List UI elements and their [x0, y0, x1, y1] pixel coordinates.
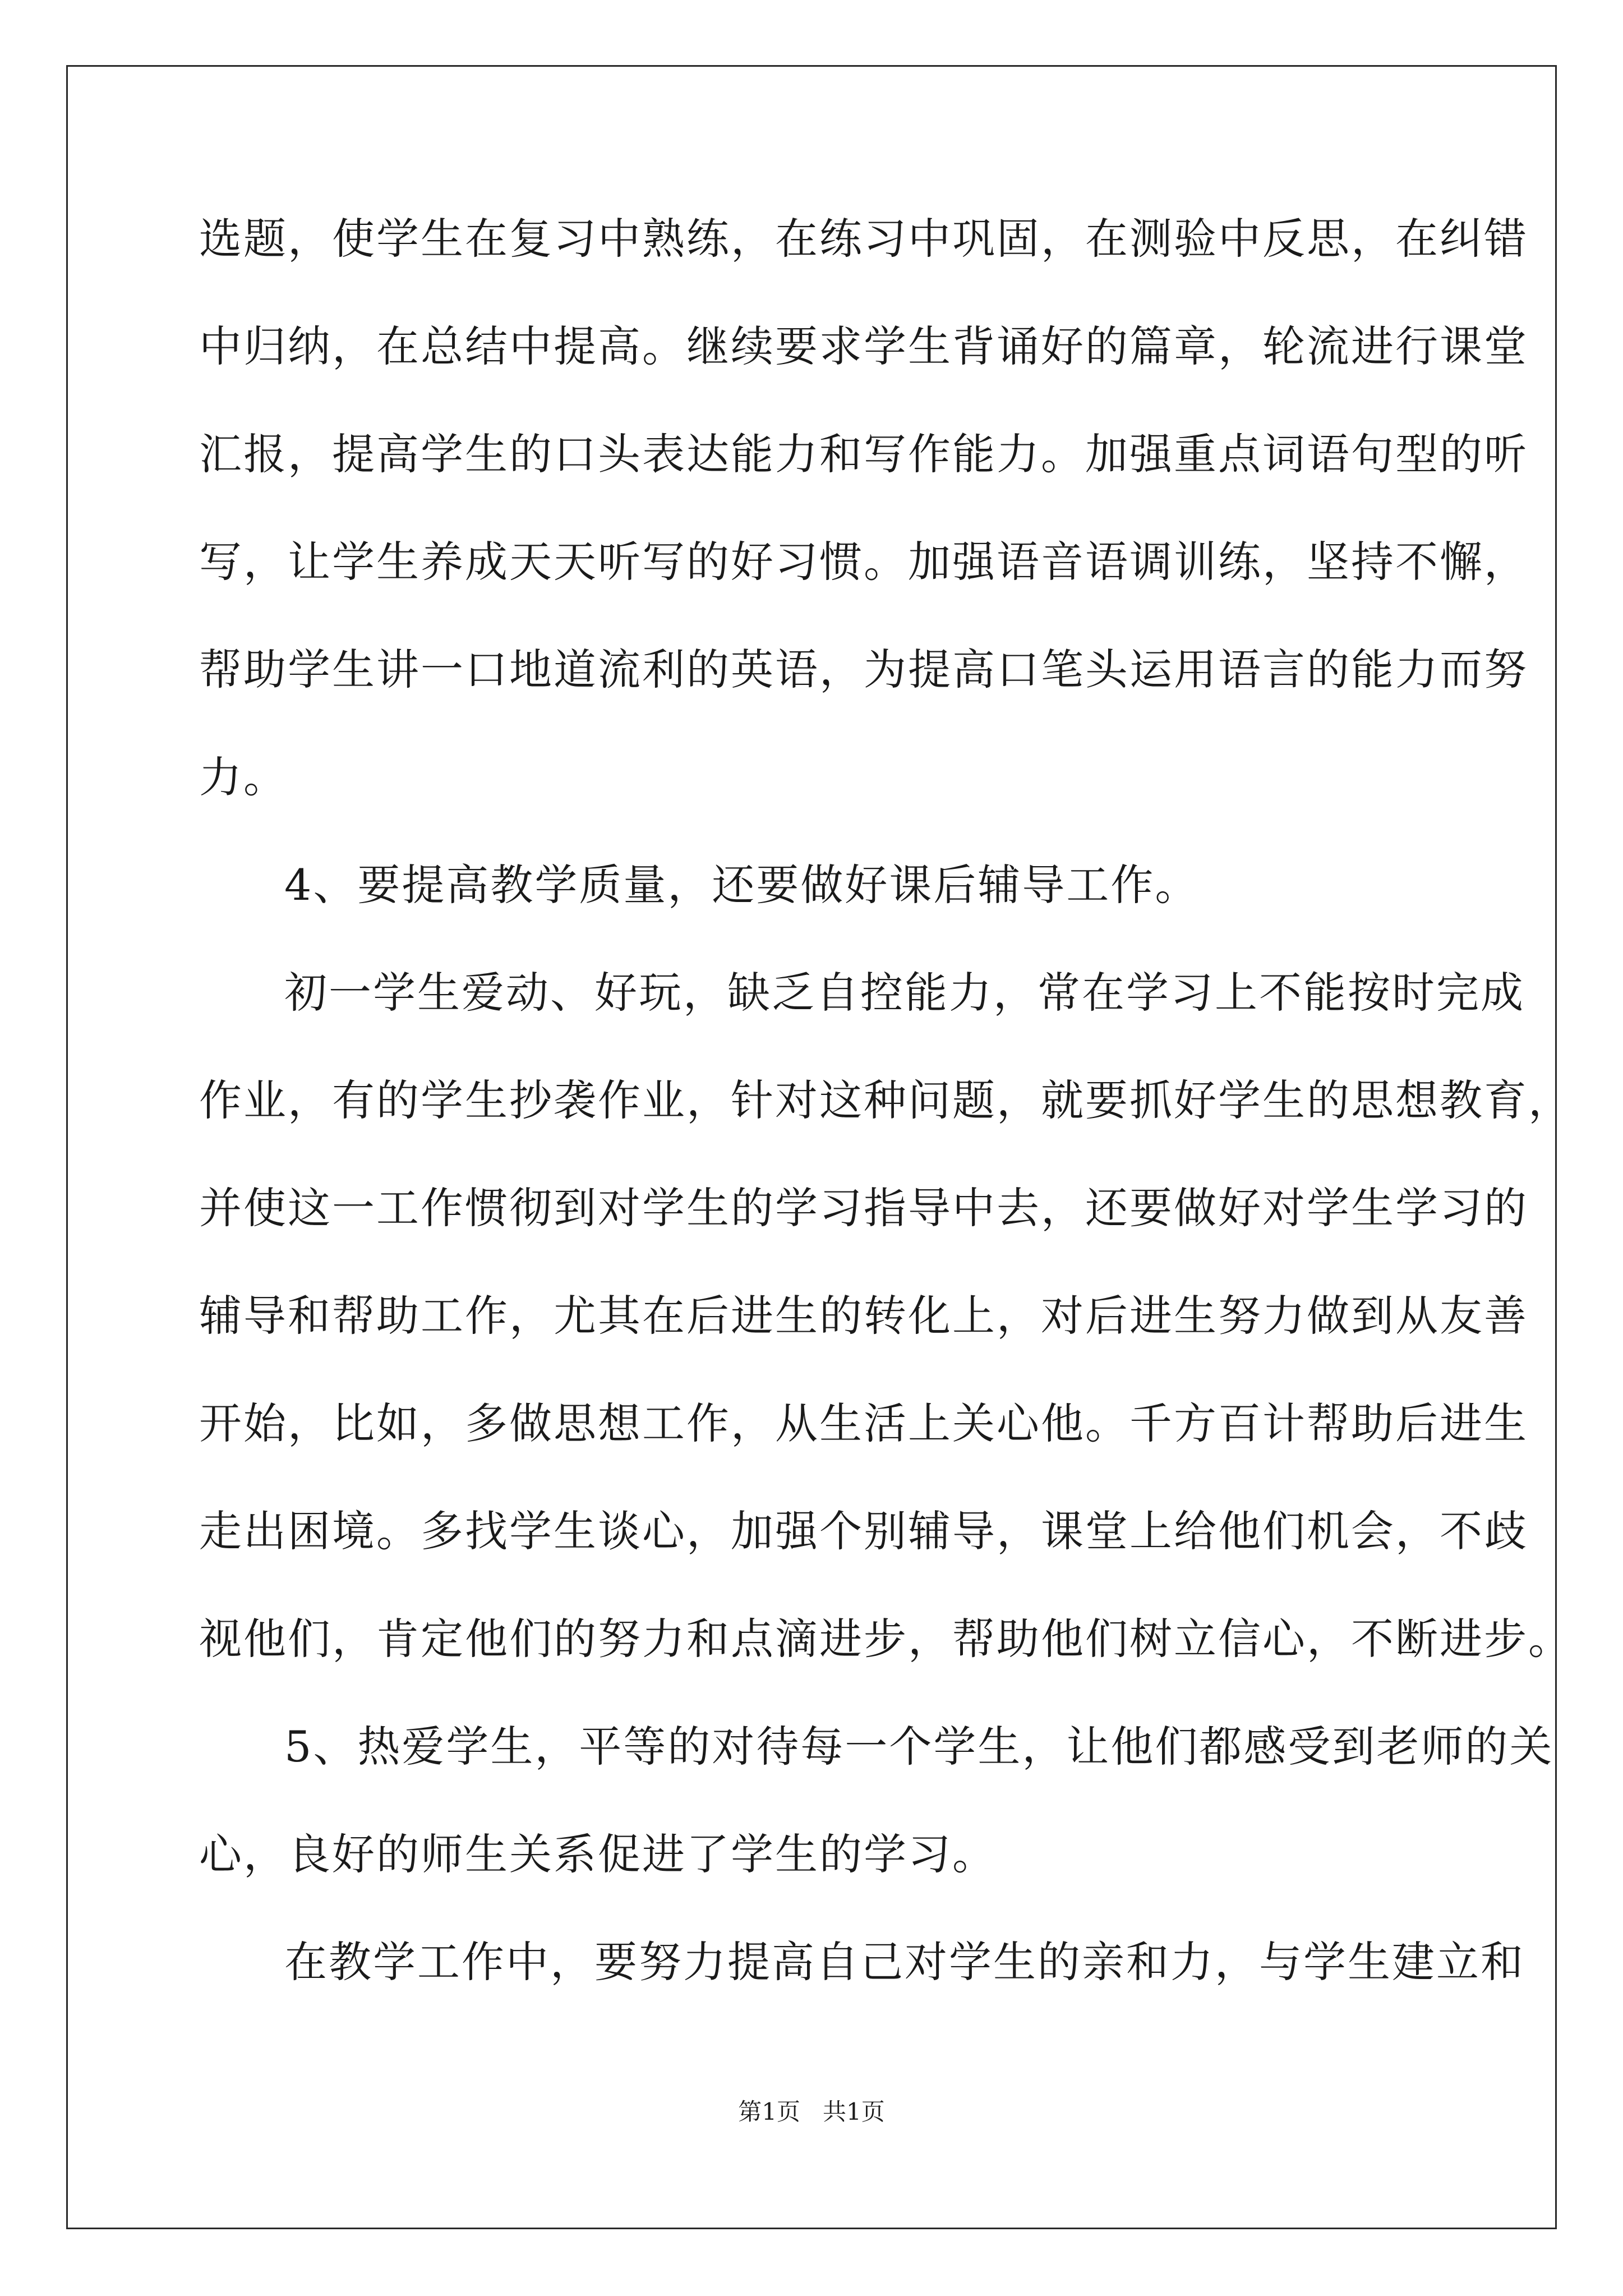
text-line: 中归纳，在总结中提高。继续要求学生背诵好的篇章，轮流进行课堂	[199, 321, 1528, 371]
text-line: 4、要提高教学质量，还要做好课后辅导工作。	[284, 860, 1200, 910]
page-number: 第1页	[738, 2098, 800, 2125]
text-line: 力。	[199, 752, 288, 802]
footer-spacer	[800, 2098, 823, 2125]
page-footer	[0, 2095, 1623, 2129]
text-line: 并使这一工作惯彻到对学生的学习指导中去，还要做好对学生学习的	[199, 1183, 1528, 1233]
document-body	[199, 185, 1573, 2016]
text-line: 开始，比如，多做思想工作，从生活上关心他。千方百计帮助后进生	[199, 1398, 1528, 1448]
text-line: 在教学工作中，要努力提高自己对学生的亲和力，与学生建立和	[284, 1937, 1525, 1987]
text-line: 视他们，肯定他们的努力和点滴进步，帮助他们树立信心，不断进步。	[199, 1614, 1573, 1664]
text-line: 作业，有的学生抄袭作业，针对这种问题，就要抓好学生的思想教育，	[199, 1075, 1573, 1125]
text-line: 初一学生爱动、好玩，缺乏自控能力，常在学习上不能按时完成	[284, 968, 1525, 1018]
text-line: 5、热爱学生，平等的对待每一个学生，让他们都感受到老师的关	[284, 1722, 1554, 1772]
text-line: 汇报，提高学生的口头表达能力和写作能力。加强重点词语句型的听	[199, 429, 1528, 479]
text-line: 辅导和帮助工作，尤其在后进生的转化上，对后进生努力做到从友善	[199, 1291, 1528, 1341]
text-line: 心，良好的师生关系促进了学生的学习。	[199, 1829, 997, 1879]
text-line: 走出困境。多找学生谈心，加强个别辅导，课堂上给他们机会，不歧	[199, 1506, 1528, 1556]
text-line: 选题，使学生在复习中熟练，在练习中巩固，在测验中反思，在纠错	[199, 214, 1528, 264]
text-line: 写，让学生养成天天听写的好习惯。加强语音语调训练，坚持不懈，	[199, 537, 1528, 587]
text-line: 帮助学生讲一口地道流利的英语，为提高口笔头运用语言的能力而努	[199, 645, 1528, 694]
page-total: 共1页	[823, 2098, 885, 2125]
